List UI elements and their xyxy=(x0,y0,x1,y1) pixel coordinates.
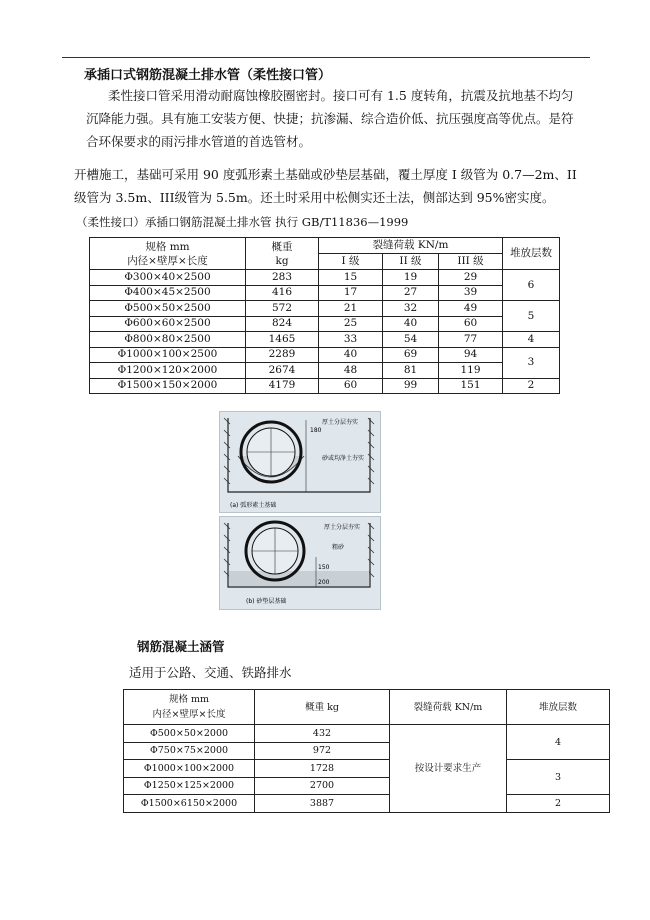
header-spec-line2: 内径×壁厚×长度 xyxy=(152,709,226,720)
cell-g1: 21 xyxy=(319,301,383,317)
fig-b-label-1: 厚土分层夯实 xyxy=(324,524,361,531)
cell-g1: 60 xyxy=(319,378,383,394)
figure-sand-bed-foundation xyxy=(219,516,381,610)
table-row xyxy=(90,270,560,286)
cell-weight: 572 xyxy=(246,301,319,317)
header-weight-line1: 概重 xyxy=(271,240,293,253)
header-stack: 堆放层数 xyxy=(507,690,610,725)
cell-g2: 99 xyxy=(383,378,439,394)
header-stack: 堆放层数 xyxy=(503,238,560,270)
cell-weight: 3887 xyxy=(255,795,390,813)
cell-stack: 2 xyxy=(503,378,560,394)
paragraph-line: 合环保要求的雨污排水管道的首选管材。 xyxy=(86,134,312,149)
cell-g3: 77 xyxy=(439,332,503,348)
table-row xyxy=(90,363,560,379)
cell-weight: 824 xyxy=(246,316,319,332)
cell-stack: 3 xyxy=(503,347,560,378)
cell-weight: 2289 xyxy=(246,347,319,363)
cell-spec: Φ800×80×2500 xyxy=(90,332,246,348)
cell-stack: 6 xyxy=(503,270,560,301)
table-row xyxy=(90,301,560,317)
cell-g3: 29 xyxy=(439,270,503,286)
fig-b-caption: (b) 砂垫层基础 xyxy=(246,598,287,605)
cell-weight: 432 xyxy=(255,725,390,743)
cell-weight: 416 xyxy=(246,285,319,301)
paragraph-line: 沉降能力强。具有施工安装方便、快捷；抗渗漏、综合造价低、抗压强度高等优点。是符 xyxy=(86,111,574,126)
cell-spec: Φ750×75×2000 xyxy=(124,742,255,760)
cell-stack: 4 xyxy=(507,725,610,760)
section-title: 承插口式钢筋混凝土排水管（柔性接口管） xyxy=(84,68,332,83)
paragraph-line: 开槽施工，基础可采用 90 度弧形素土基础或砂垫层基础，覆土厚度 I 级管为 0.7—2m、II xyxy=(74,167,577,182)
fig-a-label-1: 厚土分层夯实 xyxy=(322,419,359,426)
cell-stack: 4 xyxy=(503,332,560,348)
header-grade-3: III 级 xyxy=(439,254,503,270)
sand-bed xyxy=(229,571,369,586)
cell-stack: 3 xyxy=(507,760,610,795)
cell-stack: 2 xyxy=(507,795,610,813)
header-grade-1: I 级 xyxy=(319,254,383,270)
fig-a-caption: (a) 弧形素土基础 xyxy=(230,502,277,509)
cell-g2: 54 xyxy=(383,332,439,348)
paragraph-line: 级管为 3.5m、III级管为 5.5m。还土时采用中松侧实还土法，侧部达到 95%密实度。 xyxy=(74,190,555,205)
cell-g1: 25 xyxy=(319,316,383,332)
cell-g1: 15 xyxy=(319,270,383,286)
header-spec-line1: 规格 mm xyxy=(145,240,190,253)
cell-weight: 972 xyxy=(255,742,390,760)
cell-spec: Φ300×40×2500 xyxy=(90,270,246,286)
header-spec-line2: 内径×壁厚×长度 xyxy=(127,254,208,267)
diagram-sand-bed xyxy=(220,517,380,609)
cell-weight: 1465 xyxy=(246,332,319,348)
cell-weight: 1728 xyxy=(255,760,390,778)
paragraph-line: 柔性接口管采用滑动耐腐蚀橡胶圈密封。接口可有 1.5 度转角，抗震及抗地基不均匀 xyxy=(108,88,574,103)
header-load: 裂缝荷载 KN/m xyxy=(390,690,507,725)
cell-g2: 69 xyxy=(383,347,439,363)
trench-hatching xyxy=(224,418,374,484)
table-caption: （柔性接口）承插口钢筋混凝土排水管 执行 GB/T11836—1999 xyxy=(76,215,409,229)
cell-spec: Φ500×50×2000 xyxy=(124,725,255,743)
cell-spec: Φ400×45×2500 xyxy=(90,285,246,301)
figure-arc-soil-foundation xyxy=(219,411,381,513)
table-row xyxy=(90,285,560,301)
cell-g1: 33 xyxy=(319,332,383,348)
cell-g1: 17 xyxy=(319,285,383,301)
table-row xyxy=(90,332,560,348)
table-row xyxy=(90,378,560,394)
header-load: 裂缝荷载 KN/m xyxy=(319,238,503,254)
table-row xyxy=(90,316,560,332)
cell-stack: 5 xyxy=(503,301,560,332)
fig-b-dim-2: 200 xyxy=(318,579,330,586)
cell-spec: Φ1500×150×2000 xyxy=(90,378,246,394)
table-row xyxy=(124,725,610,743)
header-weight: 概重 kg xyxy=(255,690,390,725)
cell-weight: 4179 xyxy=(246,378,319,394)
culvert-spec-table xyxy=(123,689,610,813)
header-weight xyxy=(246,238,319,270)
table-row xyxy=(90,347,560,363)
cell-g3: 60 xyxy=(439,316,503,332)
header-rule xyxy=(62,57,590,58)
cell-g1: 48 xyxy=(319,363,383,379)
cell-weight: 2674 xyxy=(246,363,319,379)
fig-b-label-2: 粗砂 xyxy=(332,544,345,551)
cell-g2: 27 xyxy=(383,285,439,301)
cell-g3: 39 xyxy=(439,285,503,301)
cell-spec: Φ1250×125×2000 xyxy=(124,777,255,795)
cell-weight: 283 xyxy=(246,270,319,286)
cell-g2: 81 xyxy=(383,363,439,379)
header-spec-line1: 规格 mm xyxy=(168,694,210,705)
cell-g3: 49 xyxy=(439,301,503,317)
table-row xyxy=(124,760,610,778)
cell-g2: 19 xyxy=(383,270,439,286)
cell-load-note: 按设计要求生产 xyxy=(390,725,507,813)
header-weight-line2: kg xyxy=(275,254,289,267)
cell-g2: 40 xyxy=(383,316,439,332)
fig-a-dim: 180 xyxy=(310,427,322,434)
pipe-spec-table xyxy=(89,237,560,394)
cell-g3: 119 xyxy=(439,363,503,379)
cell-spec: Φ1000×100×2500 xyxy=(90,347,246,363)
header-spec xyxy=(90,238,246,270)
table-row xyxy=(124,795,610,813)
fig-a-label-2: 砂或均净土夯实 xyxy=(322,455,365,462)
header-grade-2: II 级 xyxy=(383,254,439,270)
cell-spec: Φ1200×120×2000 xyxy=(90,363,246,379)
cell-g3: 94 xyxy=(439,347,503,363)
cell-weight: 2700 xyxy=(255,777,390,795)
cell-g2: 32 xyxy=(383,301,439,317)
cell-spec: Φ500×50×2500 xyxy=(90,301,246,317)
cell-g3: 151 xyxy=(439,378,503,394)
diagram-arc-foundation xyxy=(220,412,380,512)
section2-title: 钢筋混凝土涵管 xyxy=(137,639,225,654)
section2-subtitle: 适用于公路、交通、铁路排水 xyxy=(129,665,292,680)
cell-spec: Φ1500×6150×2000 xyxy=(124,795,255,813)
cell-spec: Φ1000×100×2000 xyxy=(124,760,255,778)
header-spec xyxy=(124,690,255,725)
cell-spec: Φ600×60×2500 xyxy=(90,316,246,332)
cell-g1: 40 xyxy=(319,347,383,363)
fig-b-dim-1: 150 xyxy=(318,564,330,571)
